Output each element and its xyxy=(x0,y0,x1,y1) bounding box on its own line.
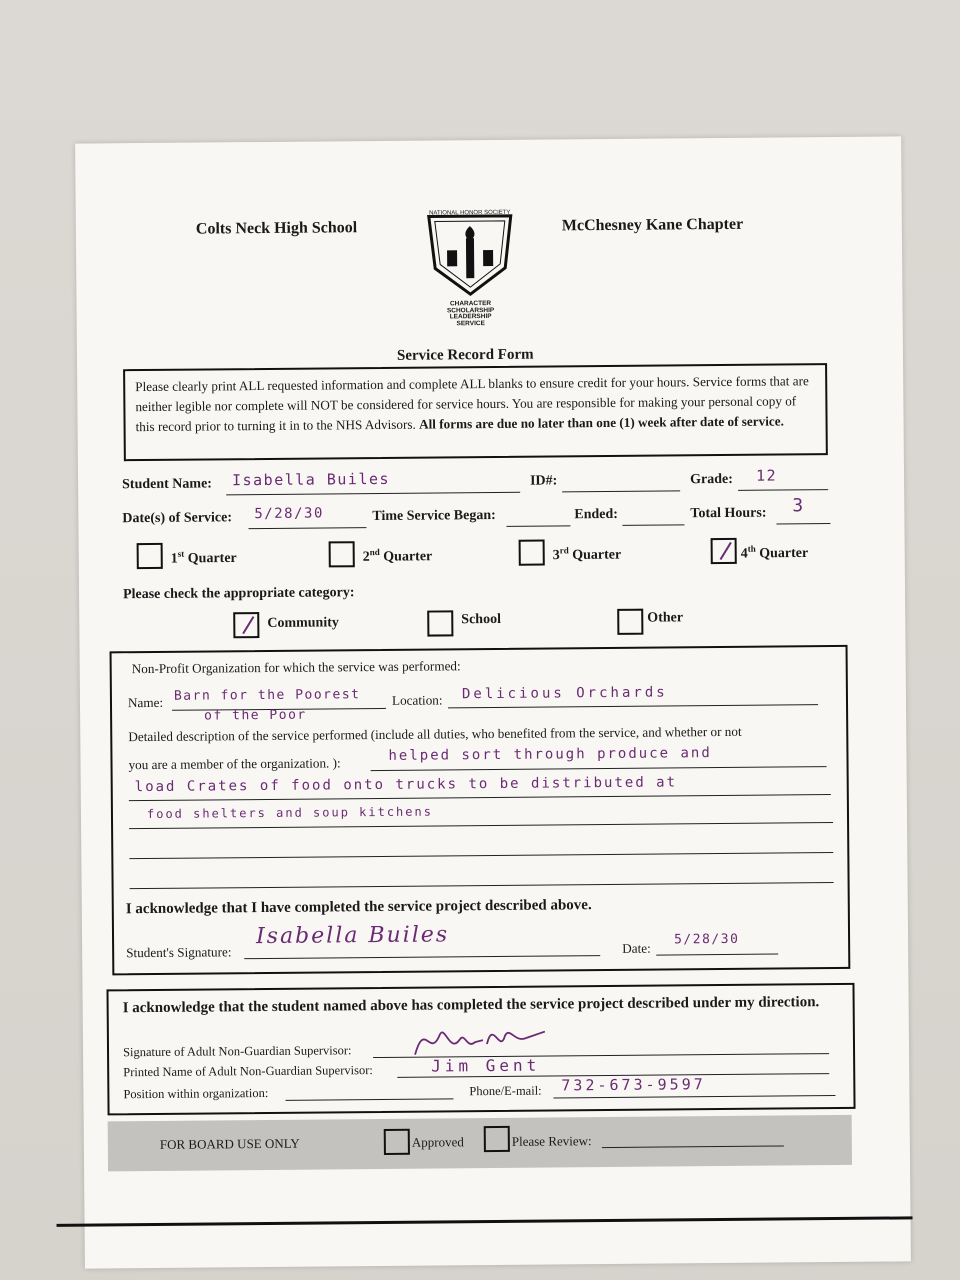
board-use-label: FOR BOARD USE ONLY xyxy=(159,1135,300,1152)
logo-word: CHARACTER xyxy=(449,300,492,308)
dates-label: Date(s) of Service: xyxy=(122,510,233,527)
school-checkbox[interactable] xyxy=(427,610,453,636)
org-heading: Non-Profit Organization for which the service was performed: xyxy=(131,658,461,677)
logo-word: SCHOLARSHIP xyxy=(446,306,495,314)
quarter-row xyxy=(137,537,837,575)
quarter-2-word: Quarter xyxy=(383,549,433,565)
description-line-4[interactable] xyxy=(129,852,833,859)
chapter-name: McChesney Kane Chapter xyxy=(561,215,744,235)
quarter-3-label xyxy=(553,545,622,564)
school-label: School xyxy=(461,611,502,628)
logo-top-text: NATIONAL HONOR SOCIETY xyxy=(429,209,511,217)
quarter-2-checkbox[interactable] xyxy=(329,541,355,567)
quarter-3-checkbox[interactable] xyxy=(519,540,545,566)
org-name-value-1: Barn for the Poorest xyxy=(173,687,361,704)
form-paper xyxy=(75,136,911,1268)
quarter-2[interactable] xyxy=(329,540,479,565)
quarter-4-checkbox[interactable] xyxy=(711,538,737,564)
time-began-label: Time Service Began: xyxy=(372,507,496,525)
quarter-1-checkbox[interactable] xyxy=(137,543,163,569)
supervisor-panel xyxy=(106,983,855,1116)
organization-panel xyxy=(110,645,851,975)
quarter-1-word: Quarter xyxy=(187,550,237,567)
total-hours-value: 3 xyxy=(792,495,805,517)
time-began-field[interactable] xyxy=(506,525,570,527)
location-value: Delicious Orchards xyxy=(461,684,668,703)
instructions-box xyxy=(123,363,828,461)
description-line-5[interactable] xyxy=(130,882,834,889)
other-checkbox[interactable] xyxy=(617,609,643,635)
description-text-3: food shelters and soup kitchens xyxy=(146,804,433,822)
quarter-1-label xyxy=(171,548,237,567)
student-name-field[interactable] xyxy=(226,492,520,496)
date-label: Date: xyxy=(622,940,651,956)
quarter-1-num: 1 xyxy=(170,551,178,567)
instructions-text xyxy=(135,371,815,437)
student-name-value: Isabella Builes xyxy=(231,469,391,490)
description-line-1[interactable] xyxy=(371,766,827,771)
logo-word: LEADERSHIP xyxy=(449,312,492,321)
quarter-4[interactable] xyxy=(711,537,861,562)
quarter-4-sup: th xyxy=(747,543,756,554)
board-use-bar xyxy=(108,1115,852,1171)
review-field[interactable] xyxy=(602,1145,784,1148)
supervisor-signature-label: Signature of Adult Non-Guardian Supervisor: xyxy=(122,1043,352,1060)
dates-field[interactable] xyxy=(248,527,366,529)
instructions-deadline: All forms are due no later than one (1) week after date of service. xyxy=(419,413,784,432)
position-label: Position within organization: xyxy=(123,1085,269,1102)
logo-words xyxy=(425,301,515,328)
quarter-1[interactable] xyxy=(137,542,287,567)
signature-field[interactable] xyxy=(244,955,600,959)
community-label: Community xyxy=(267,615,339,631)
quarter-4-word: Quarter xyxy=(759,545,809,562)
category-row xyxy=(233,608,713,642)
form-title: Service Record Form xyxy=(396,346,534,364)
printed-name-label: Printed Name of Adult Non-Guardian Supervisor: xyxy=(123,1063,373,1080)
ended-label: Ended: xyxy=(574,506,619,523)
quarter-4-num: 4 xyxy=(740,546,748,562)
date-field[interactable] xyxy=(656,954,778,956)
date-value: 5/28/30 xyxy=(674,931,740,948)
location-field[interactable] xyxy=(448,704,818,708)
review-checkbox[interactable] xyxy=(484,1126,510,1152)
description-line-3[interactable] xyxy=(129,822,833,829)
approved-label: Approved xyxy=(411,1134,464,1150)
community-checkbox[interactable] xyxy=(233,612,259,638)
category-prompt: Please check the appropriate category: xyxy=(122,585,355,603)
grade-value: 12 xyxy=(755,466,778,485)
description-text-1: helped sort through produce and xyxy=(388,745,712,764)
description-label-2: you are a member of the organization. ): xyxy=(128,755,341,773)
id-field[interactable] xyxy=(562,490,680,492)
bottom-rule xyxy=(57,1216,913,1226)
phone-field[interactable] xyxy=(553,1095,835,1098)
quarter-2-sup: nd xyxy=(369,546,380,558)
quarter-2-num: 2 xyxy=(362,549,370,565)
logo-word: SERVICE xyxy=(456,319,485,327)
signature-value: Isabella Builes xyxy=(255,922,450,950)
quarter-4-label xyxy=(741,543,809,562)
quarter-3-sup: rd xyxy=(559,545,569,556)
printed-name-value: Jim Gent xyxy=(431,1055,541,1076)
total-hours-field[interactable] xyxy=(776,523,830,524)
quarter-2-label xyxy=(363,547,433,566)
grade-label: Grade: xyxy=(689,471,733,488)
org-name-value-2: of the Poor xyxy=(204,707,307,724)
student-acknowledge: I acknowledge that I have completed the service project described above. xyxy=(125,897,592,918)
dates-value: 5/28/30 xyxy=(254,505,324,523)
description-line-2[interactable] xyxy=(129,794,831,801)
quarter-3-word: Quarter xyxy=(572,547,622,563)
school-name: Colts Neck High School xyxy=(195,219,358,238)
quarter-1-sup: st xyxy=(177,548,185,559)
description-label-1: Detailed description of the service performed (include all duties, who benefited from the service, and whether or not xyxy=(128,723,742,745)
location-label: Location: xyxy=(391,692,443,708)
grade-field[interactable] xyxy=(738,489,828,491)
ended-field[interactable] xyxy=(622,524,684,526)
instructions-body: Please clearly print ALL requested information and complete ALL blanks to ensure credit for your hours. Service forms that are neither legible nor complete will NOT be considered for service hours. You are responsible for making your personal copy of this record prior to turning it in to the NHS Advisors. xyxy=(135,373,809,435)
student-name-label: Student Name: xyxy=(122,476,212,493)
quarter-3[interactable] xyxy=(519,538,669,564)
supervisor-acknowledge: I acknowledge that the student named above has completed the service project described under my direction. xyxy=(122,994,820,1017)
total-hours-label: Total Hours: xyxy=(690,505,767,522)
phone-label: Phone/E-mail: xyxy=(469,1083,542,1099)
phone-value: 732-673-9597 xyxy=(561,1075,706,1095)
approved-checkbox[interactable] xyxy=(384,1129,410,1155)
description-text-2: load Crates of food onto trucks to be distributed at xyxy=(134,774,678,796)
id-label: ID#: xyxy=(530,473,558,489)
other-label: Other xyxy=(647,610,684,626)
position-field[interactable] xyxy=(285,1098,453,1100)
quarter-3-num: 3 xyxy=(552,548,560,564)
signature-label: Student's Signature: xyxy=(126,944,232,961)
nhs-emblem-icon xyxy=(425,208,516,299)
nhs-logo xyxy=(425,208,516,329)
review-label: Please Review: xyxy=(511,1133,592,1149)
org-name-label: Name: xyxy=(127,694,164,711)
